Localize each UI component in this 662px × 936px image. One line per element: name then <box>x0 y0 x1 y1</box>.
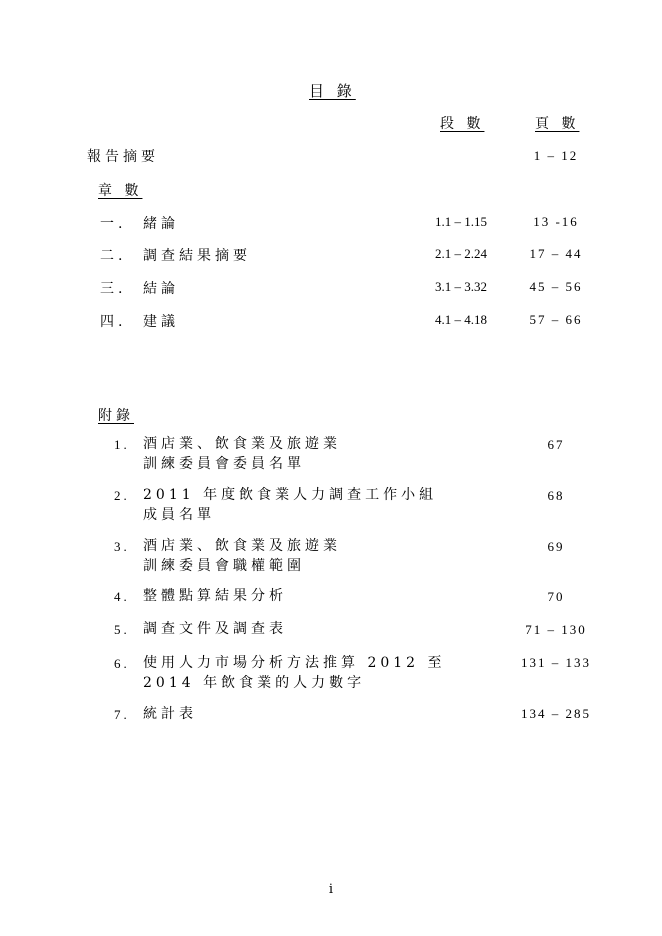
chapter-paragraphs: 2.1 – 2.24 <box>435 246 487 261</box>
appendix-label-line1: 使用人力市場分析方法推算 2012 至 <box>143 655 446 671</box>
appendix-number: 1. <box>114 437 130 452</box>
paragraph-column-header: 段 數 <box>440 116 485 132</box>
appendix-number: 4. <box>114 589 130 604</box>
page-title: 目 錄 <box>309 82 356 100</box>
chapter-label: 調查結果摘要 <box>143 248 251 264</box>
appendix-label-line2: 訓練委員會職權範圍 <box>143 558 305 574</box>
appendix-pages: 70 <box>547 589 565 604</box>
summary-label: 報告摘要 <box>87 149 159 165</box>
chapter-number: 三. <box>100 281 127 297</box>
chapter-label: 緒論 <box>143 216 179 232</box>
summary-pages: 1 – 12 <box>533 148 579 163</box>
appendix-number: 2. <box>114 488 130 503</box>
appendix-label-line2: 成員名單 <box>143 507 215 523</box>
chapter-number: 一. <box>100 216 127 232</box>
appendix-pages: 134 – 285 <box>521 706 591 721</box>
appendix-pages: 71 – 130 <box>525 622 587 637</box>
appendix-label-line1: 2011 年度飲食業人力調查工作小組 <box>143 487 438 503</box>
appendix-pages: 69 <box>547 539 565 554</box>
appendix-label-line1: 酒店業、飲食業及旅遊業 <box>143 436 341 452</box>
appendix-pages: 68 <box>547 488 565 503</box>
chapters-heading: 章 數 <box>98 183 143 199</box>
appendix-pages: 131 – 133 <box>521 655 591 670</box>
chapter-paragraphs: 1.1 – 1.15 <box>435 214 487 229</box>
appendix-pages: 67 <box>547 437 565 452</box>
page-number: i <box>328 882 334 897</box>
appendix-heading: 附錄 <box>98 408 134 424</box>
chapter-pages: 17 – 44 <box>529 246 583 261</box>
chapter-label: 建議 <box>143 314 179 330</box>
chapter-pages: 45 – 56 <box>529 279 583 294</box>
appendix-number: 3. <box>114 539 130 554</box>
appendix-number: 5. <box>114 622 130 637</box>
chapter-paragraphs: 4.1 – 4.18 <box>435 312 487 327</box>
appendix-label-line1: 統計表 <box>143 706 197 722</box>
chapter-label: 結論 <box>143 281 179 297</box>
appendix-number: 7. <box>114 707 130 722</box>
appendix-label-line1: 調查文件及調查表 <box>143 621 287 637</box>
chapter-pages: 57 – 66 <box>529 312 583 327</box>
chapter-paragraphs: 3.1 – 3.32 <box>435 279 487 294</box>
appendix-label-line1: 酒店業、飲食業及旅遊業 <box>143 538 341 554</box>
appendix-label-line2: 訓練委員會委員名單 <box>143 456 305 472</box>
chapter-pages: 13 -16 <box>533 214 579 229</box>
appendix-number: 6. <box>114 656 130 671</box>
appendix-label-line1: 整體點算結果分析 <box>143 588 287 604</box>
appendix-label-line2: 2014 年飲食業的人力數字 <box>143 675 366 691</box>
page-column-header: 頁 數 <box>535 116 580 132</box>
chapter-number: 二. <box>100 248 127 264</box>
chapter-number: 四. <box>100 314 127 330</box>
